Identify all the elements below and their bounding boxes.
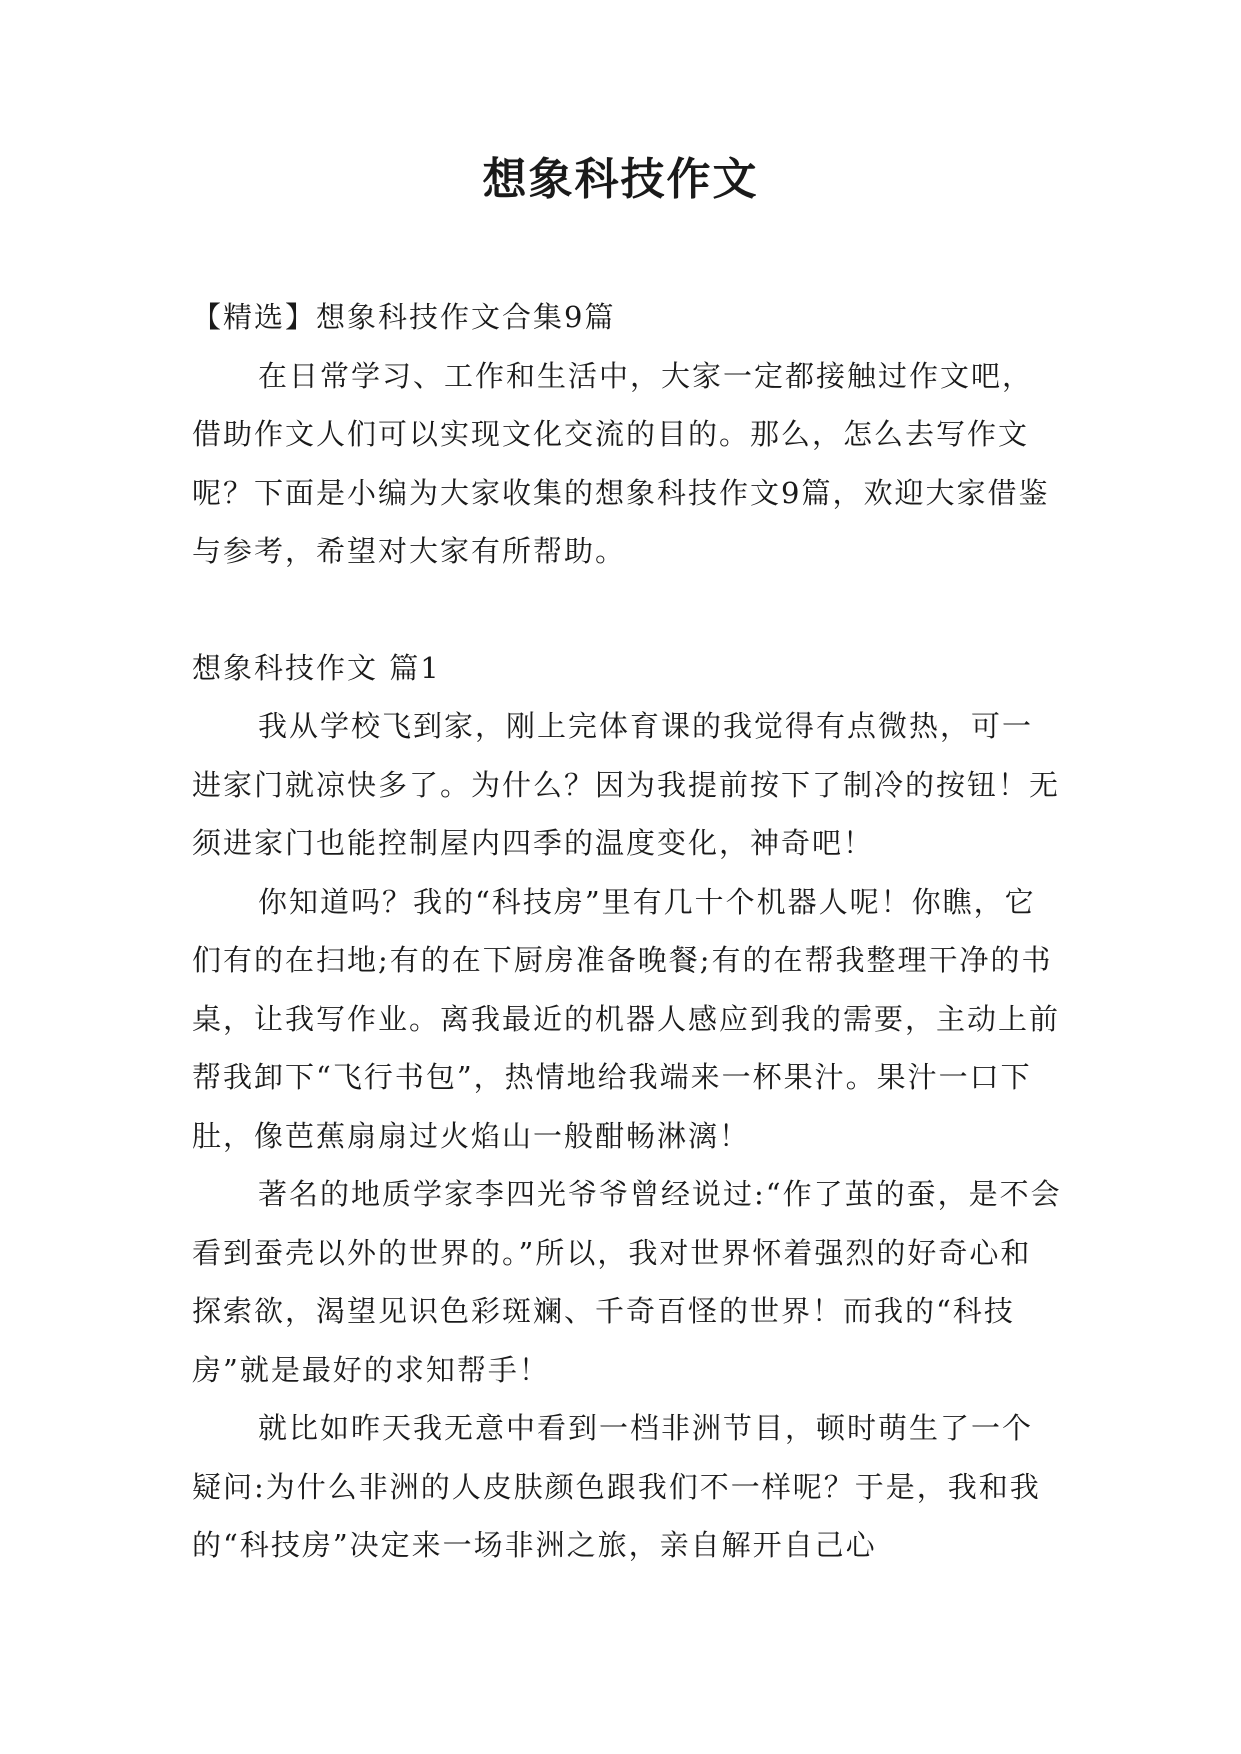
essay-paragraph: 就比如昨天我无意中看到一档非洲节目，顿时萌生了一个疑问:为什么非洲的人皮肤颜色跟我们不一样呢？于是，我和我的“科技房”决定来一场非洲之旅，亲自解开自己心 [192,1411,1041,1562]
document-body [192,288,1062,1575]
collection-subtitle: 【精选】想象科技作文合集9篇 [192,300,616,334]
document-title: 想象科技作文 [482,154,759,205]
essay-paragraph: 著名的地质学家李四光爷爷曾经说过:“作了茧的蚕，是不会看到蚕壳以外的世界的。”所以，我对世界怀着强烈的好奇心和探索欲，渴望见识色彩斑斓、千奇百怪的世界！而我的“科技房”就是最好的求知帮手！ [192,1177,1062,1387]
section-heading: 想象科技作文 篇1 [192,650,441,685]
essay-paragraph: 我从学校飞到家，刚上完体育课的我觉得有点微热，可一进家门就凉快多了。为什么？因为我提前按下了制冷的按钮！无须进家门也能控制屋内四季的温度变化，神奇吧！ [192,709,1061,860]
essay-paragraph: 你知道吗？我的“科技房”里有几十个机器人呢！你瞧，它们有的在扫地;有的在下厨房准备晚餐;有的在帮我整理干净的书桌，让我写作业。离我最近的机器人感应到我的需要，主动上前帮我卸下“飞行书包”，热情地给我端来一杯果汁。果汁一口下肚，像芭蕉扇扇过火焰山一般酣畅淋漓！ [192,884,1061,1153]
section-spacer [192,581,1062,639]
intro-paragraph: 在日常学习、工作和生活中，大家一定都接触过作文吧，借助作文人们可以实现文化交流的目的。那么，怎么去写作文呢？下面是小编为大家收集的想象科技作文9篇，欢迎大家借鉴与参考，希望对大家有所帮助。 [192,358,1050,568]
